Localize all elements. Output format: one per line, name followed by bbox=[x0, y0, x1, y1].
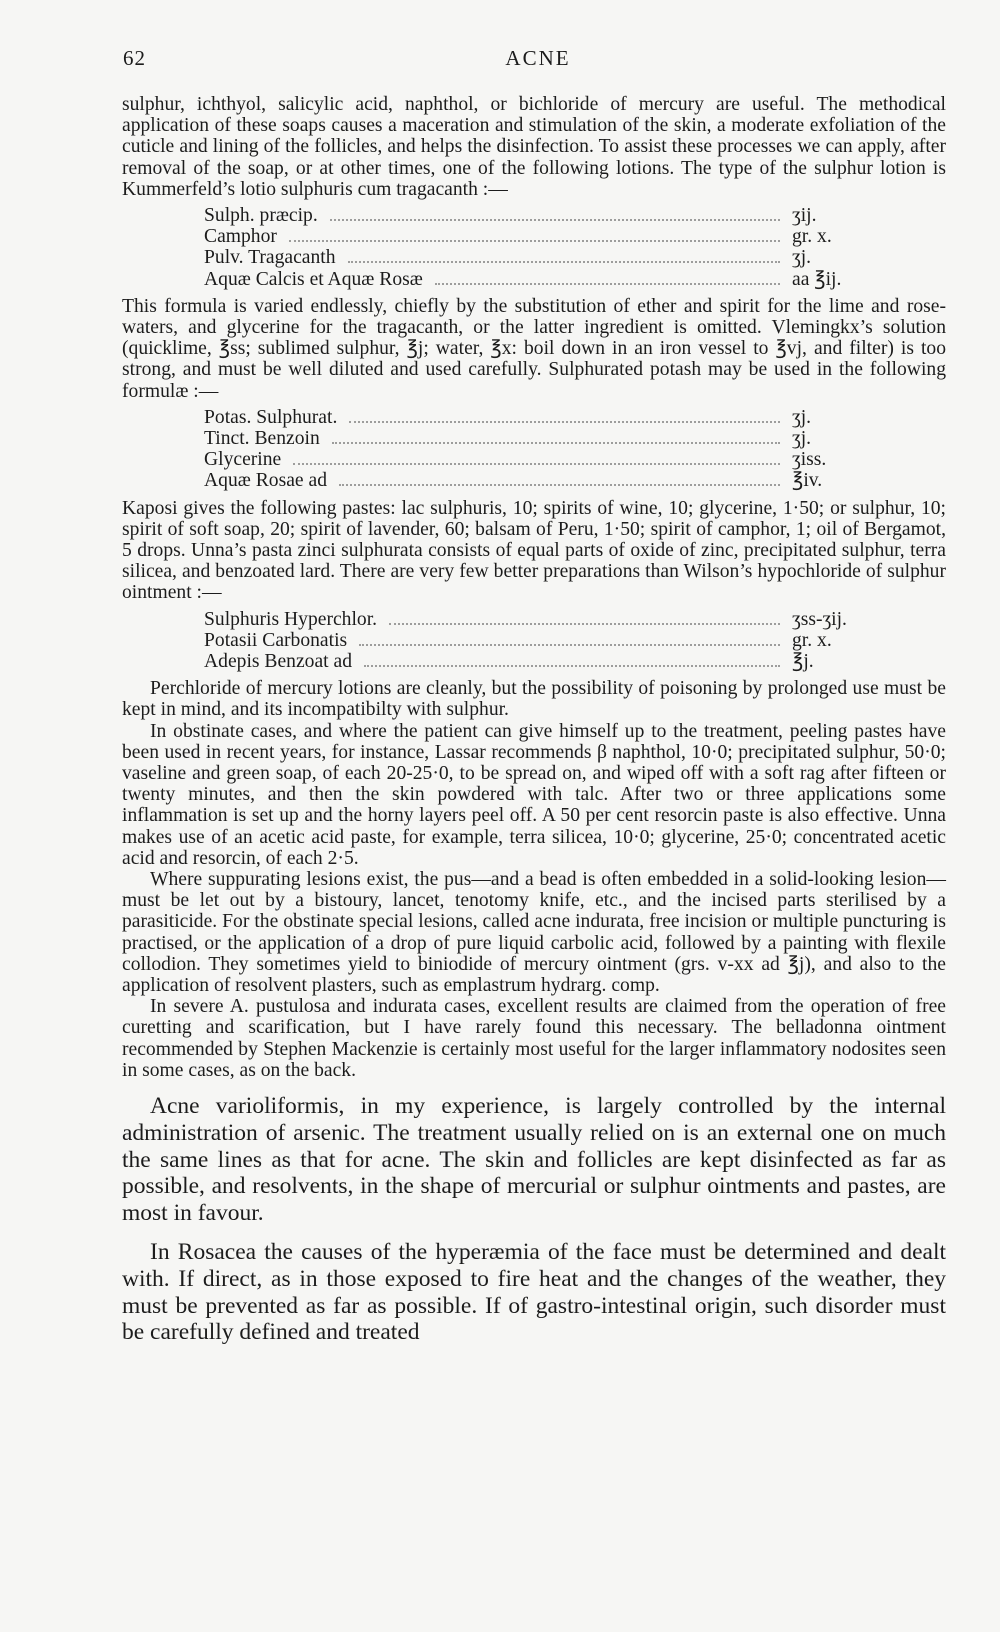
formula-sulphur-lotion bbox=[204, 205, 874, 290]
ingredient-quantity: ʒij. bbox=[792, 205, 817, 227]
formula-row bbox=[204, 428, 874, 449]
formula-row bbox=[204, 470, 874, 491]
page-number: 62 bbox=[123, 46, 146, 70]
formula-row bbox=[204, 630, 874, 651]
ingredient-quantity: ʒss-ʒij. bbox=[792, 608, 847, 630]
leader-dots bbox=[389, 623, 780, 625]
ingredient-name: Potasii Carbonatis bbox=[204, 629, 348, 651]
paragraph-pastes: Kaposi gives the following pastes: lac sulphuris, 10; spirits of wine, 10; glycerine, 1·50; or sulphur, 10; spirit of soft soap, 20; spirit of lavender, 60; balsam of Peru, 1·50; spirit of camphor, 1; oil of Bergamot, 5 drops. Unna’s pasta zinci sulphurata consists of equal parts of oxide of zinc, precipitated sulphur, terra silicea, and benzoated lard. There are very few better preparations than Wilson’s hypochloride of sulphur ointment :— bbox=[122, 497, 946, 604]
ingredient-quantity: ℥j. bbox=[792, 650, 814, 672]
ingredient-name: Glycerine bbox=[204, 449, 282, 471]
ingredient-quantity: ʒj. bbox=[792, 406, 812, 428]
running-title: ACNE bbox=[505, 46, 571, 70]
ingredient-quantity: aa ℥ij. bbox=[792, 268, 842, 290]
formula-row bbox=[204, 205, 874, 226]
leader-dots bbox=[435, 283, 780, 285]
leader-dots bbox=[293, 463, 780, 465]
ingredient-name: Adepis Benzoat ad bbox=[204, 650, 352, 672]
leader-dots bbox=[330, 219, 780, 221]
paragraph-rosacea: In Rosacea the causes of the hyperæmia of the face must be determined and dealt with. If direct, as in those exposed to fire heat and the changes of the weather, they must be prevented as far as possible. If of gastro-intestinal origin, such disorder must be carefully defined and treated bbox=[122, 1238, 946, 1346]
ingredient-quantity: gr. x. bbox=[792, 226, 832, 248]
ingredient-name: Potas. Sulphurat. bbox=[204, 406, 338, 428]
paragraph-perchloride: Perchloride of mercury lotions are cleanly, but the possibility of poisoning by prolonged use must be kept in mind, and its incompatibilty with sulphur. bbox=[122, 678, 946, 721]
ingredient-name: Tinct. Benzoin bbox=[204, 427, 320, 449]
ingredient-name: Aquæ Rosae ad bbox=[204, 470, 327, 492]
paragraph-peeling-pastes: In obstinate cases, and where the patient can give himself up to the treatment, peeling pastes have been used in recent years, for instance, Lassar recommends β naphthol, 10·0; precipitated sulphur, 50·0; vaseline and green soap, of each 20-25·0, to be spread on, and wiped off with a soft rag after fifteen or twenty minutes, and then the skin powdered with talc. After two or three applications some inflammation is set up and the horny layers peel off. A 50 per cent resorcin paste is also effective. Unna makes use of an acetic acid paste, for example, terra silicea, 10·0; glycerine, 25·0; concentrated acetic acid and resorcin, of each 2·5. bbox=[122, 720, 946, 869]
ingredient-name: Aquæ Calcis et Aquæ Rosæ bbox=[204, 268, 423, 290]
paragraph-severe-cases: In severe A. pustulosa and indurata cases, excellent results are claimed from the operation of free curetting and scarification, but I have rarely found this necessary. The belladonna ointment recommended by Stephen Mackenzie is certainly most useful for the larger inflammatory nodosites seen in some cases, as on the back. bbox=[122, 996, 946, 1081]
ingredient-quantity: ℥iv. bbox=[792, 470, 823, 492]
ingredient-name: Sulph. præcip. bbox=[204, 205, 318, 227]
large-type-section bbox=[122, 1093, 946, 1346]
leader-dots bbox=[359, 644, 780, 646]
page-header bbox=[123, 46, 953, 76]
formula-row bbox=[204, 269, 874, 290]
formula-row bbox=[204, 247, 874, 268]
leader-dots bbox=[332, 442, 780, 444]
ingredient-name: Camphor bbox=[204, 226, 277, 248]
leader-dots bbox=[289, 240, 780, 242]
ingredient-quantity: ʒj. bbox=[792, 427, 812, 449]
formula-row bbox=[204, 449, 874, 470]
paragraph-formula-variations: This formula is varied endlessly, chiefly by the substitution of ether and spirit for the lime and rose-waters, and glycerine for the tragacanth, or the latter ingredient is omitted. Vlemingkx’s solution (quicklime, ℥ss; sublimed sulphur, ℥j; water, ℥x: boil down in an iron vessel to ℥vj, and filter) is too strong, and must be well diluted and used carefully. Sulphurated potash may be used in the following formulæ :— bbox=[122, 295, 946, 402]
leader-dots bbox=[348, 261, 780, 263]
leader-dots bbox=[339, 484, 780, 486]
paragraph-acne-varioliformis: Acne varioliformis, in my experience, is largely controlled by the internal administration of arsenic. The treatment usually relied on is an external one on much the same lines as that for acne. The skin and follicles are kept disinfected as far as possible, and resolvents, in the shape of mercurial or sulphur ointments and pastes, are most in favour. bbox=[122, 1092, 946, 1227]
ingredient-name: Sulphuris Hyperchlor. bbox=[204, 608, 378, 630]
formula-hypochloride-ointment bbox=[204, 609, 874, 673]
ingredient-quantity: gr. x. bbox=[792, 629, 832, 651]
ingredient-name: Pulv. Tragacanth bbox=[204, 247, 336, 269]
ingredient-quantity: ʒiss. bbox=[792, 449, 827, 471]
ingredient-quantity: ʒj. bbox=[792, 247, 812, 269]
paragraph-soaps: sulphur, ichthyol, salicylic acid, naphthol, or bichloride of mercury are useful. The methodical application of these soaps causes a maceration and stimulation of the skin, a moderate exfoliation of the cuticle and lining of the follicles, and helps the disinfection. To assist these processes we can apply, after removal of the soap, or at other times, one of the following lotions. The type of the sulphur lotion is Kummerfeld’s lotio sulphuris cum tragacanth :— bbox=[122, 94, 946, 200]
leader-dots bbox=[349, 421, 780, 423]
paragraph-suppurating-lesions: Where suppurating lesions exist, the pus—and a bead is often embedded in a solid-looking lesion—must be let out by a bistoury, lancet, tenotomy knife, etc., and the incised parts sterilised by a parasiticide. For the obstinate special lesions, called acne indurata, free incision or multiple puncturing is practised, or the application of a drop of pure liquid carbolic acid, followed by a painting with flexile collodion. They sometimes yield to biniodide of mercury ointment (grs. v-xx ad ℥j), and also to the application of resolvent plasters, such as emplastrum hydrarg. comp. bbox=[122, 868, 946, 996]
formula-sulphurated-potash bbox=[204, 407, 874, 492]
formula-row bbox=[204, 407, 874, 428]
formula-row bbox=[204, 609, 874, 630]
formula-row bbox=[204, 651, 874, 672]
page-body bbox=[122, 94, 946, 1346]
leader-dots bbox=[364, 665, 780, 667]
formula-row bbox=[204, 226, 874, 247]
